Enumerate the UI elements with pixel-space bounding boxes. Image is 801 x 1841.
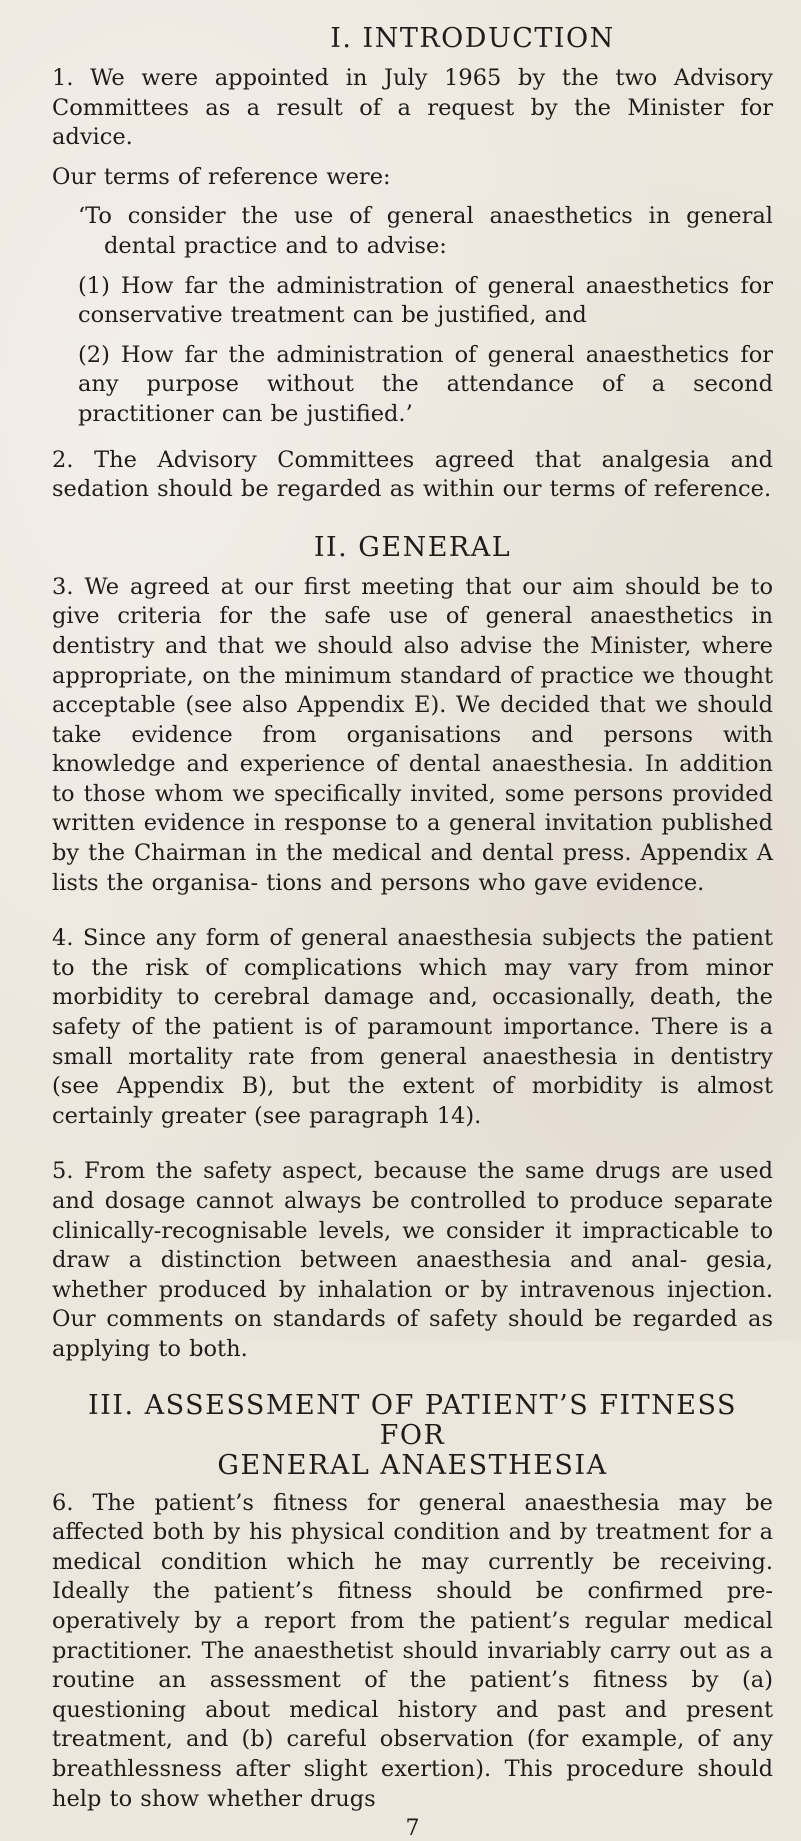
- quote-item-2: (2) How far the administration of general anaesthetics for any purpose without the attendance of a second practitioner can be justified.’: [78, 341, 773, 427]
- paragraph-5: 5. From the safety aspect, because the same drugs are used and dosage cannot always be controlled to produce separate clinically-recognisable levels, we consider it impracticable to draw a distinction between anaesthesia and anal- gesia, whether produced by inhalation or by intravenous injection. Our comments on standards of safety should be regarded as applying to both.: [52, 1158, 773, 1362]
- paragraph-3: 3. We agreed at our first meeting that our aim should be to give criteria for the safe use of general anaesthetics in dentistry and that we should also advise the Minister, where appropriate, on the minimum standard of practice we thought acceptable (see also Appendix E). We decided that we should take evidence from organisations and persons with knowledge and experience of dental anaesthesia. In addition to those whom we specifically invited, some persons provided written evidence in response to a general invitation published by the Chairman in the medical and dental press. Appendix A lists the organisa- tions and persons who gave evidence.: [52, 573, 773, 896]
- quote-item-1: (1) How far the administration of general anaesthetics for conservative treatment can be justified, and: [78, 272, 773, 329]
- terms-of-reference-quote: [78, 202, 773, 429]
- page-number: 7: [405, 1816, 420, 1841]
- paragraph-2: 2. The Advisory Committees agreed that analgesia and sedation should be regarded as within our terms of reference.: [52, 446, 773, 503]
- heading-assessment-line-2: GENERAL ANAESTHESIA: [217, 1449, 608, 1481]
- quote-lead: ‘To consider the use of general anaesthetics in general dental practice and to advise:: [78, 203, 773, 259]
- terms-intro: Our terms of reference were:: [52, 163, 391, 190]
- paragraph-4: 4. Since any form of general anaesthesia subjects the patient to the risk of complications which may vary from minor morbidity to cerebral damage and, occasionally, death, the safety of the patient is of paramount importance. There is a small mortality rate from general anaesthesia in dentistry (see Appendix B), but the extent of morbidity is almost certainly greater (see paragraph 14).: [52, 925, 773, 1129]
- heading-introduction: I. INTRODUCTION: [330, 23, 615, 54]
- paragraph-6: 6. The patient’s fitness for general anaesthesia may be affected both by his physical condition and by treatment for a medical condition which he may currently be receiving. Ideally the patient’s fitness should be confirmed pre- operatively by a report from the patient’s regular medical practitioner. The anaesthetist should invariably carry out as a routine an assessment of the patient’s fitness by (a) questioning about medical history and past and present treatment, and (b) careful observation (for example, of any breathlessness after slight exertion). This procedure should help to show whether drugs: [52, 1489, 773, 1812]
- heading-assessment: [52, 1391, 773, 1481]
- heading-general: II. GENERAL: [313, 531, 512, 563]
- heading-assessment-line-1: III. ASSESSMENT OF PATIENT’S FITNESS FOR: [87, 1389, 738, 1451]
- paragraph-1: 1. We were appointed in July 1965 by the two Advisory Committees as a result of a request by the Minister for advice.: [52, 65, 773, 151]
